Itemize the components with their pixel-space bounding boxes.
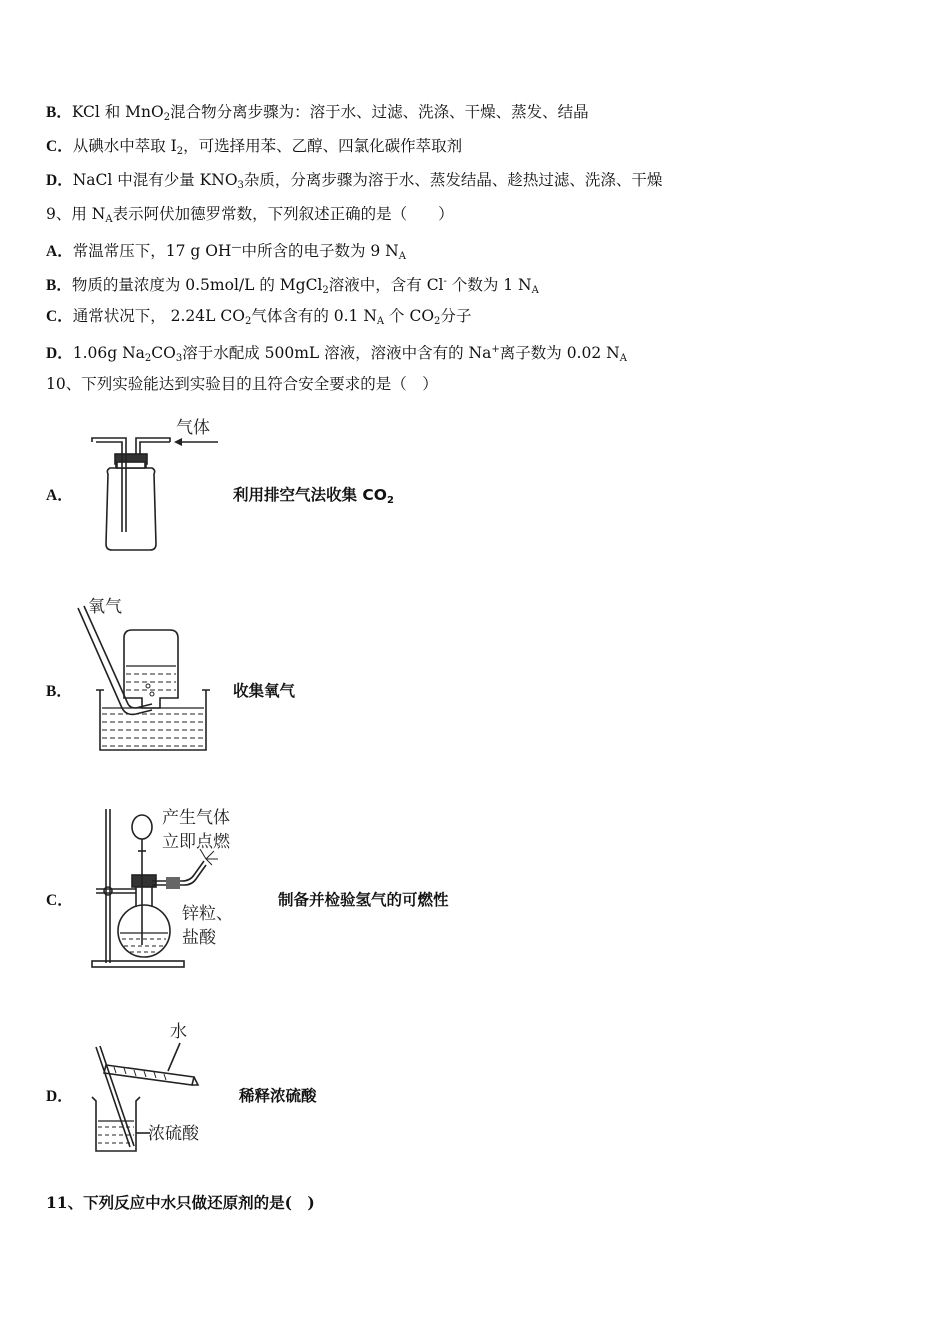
fig-c-label-2: 立即点燃: [162, 832, 230, 852]
q10-stem: 10、下列实验能达到实验目的且符合安全要求的是（ ）: [46, 375, 438, 393]
q10-option-b-letter: B．: [46, 683, 72, 700]
q10-option-b-text: 收集氧气: [233, 682, 296, 700]
q10-option-a-letter: A．: [46, 487, 73, 504]
q8-option-c: C．从碘水中萃取 $I_2$，可选择用苯、乙醇、四氯化碳作萃取剂: [46, 137, 463, 157]
q10-option-d-letter: D．: [46, 1088, 73, 1105]
fig-d-label-1: 水: [170, 1022, 187, 1042]
q11-stem: 11、下列反应中水只做还原剂的是( ): [46, 1193, 315, 1212]
q9-option-b: B．物质的量浓度为 0.5mol/L 的 MgCl$_2$溶液中，含有 Cl- 个数为 1 $N_A$: [46, 276, 539, 296]
q9-option-d: D．1.06g $Na_2CO_3$溶于水配成 500mL 溶液，溶液中含有的 Na+离子数为 0.02 $N_A$: [46, 344, 627, 364]
q10-option-c-text: 制备并检验氢气的可燃性: [278, 891, 449, 909]
dilution-figure: [84, 1015, 224, 1155]
q8-option-d: D．NaCl 中混有少量 $KNO_3$杂质，分离步骤为溶于水、蒸发结晶、趁热过滤、洗涤、干燥: [46, 171, 663, 191]
fig-a-label: 气体: [176, 418, 210, 438]
fig-d-label-2: 浓硫酸: [148, 1124, 199, 1144]
hydrogen-apparatus-figure: [86, 805, 256, 973]
q9-option-a: A．常温常压下，17 g OH—中所含的电子数为 9 $N_A$: [46, 242, 406, 262]
fig-c-label-3: 锌粒、: [182, 904, 233, 924]
q10-option-c-letter: C．: [46, 892, 73, 909]
q10-option-d-text: 稀释浓硫酸: [239, 1087, 317, 1105]
q10-option-a-text: 利用排空气法收集 $CO_2$: [233, 486, 394, 506]
water-trough-figure: [70, 590, 220, 755]
gas-bottle-figure: [86, 412, 226, 557]
q8-option-b: B．KCl 和 MnO$_2$混合物分离步骤为：溶于水、过滤、洗涤、干燥、蒸发、结晶: [46, 103, 589, 123]
fig-c-label-1: 产生气体: [162, 808, 230, 828]
fig-b-label: 氧气: [88, 597, 122, 617]
q9-stem: 9、用 $N_A$表示阿伏加德罗常数，下列叙述正确的是（ ）: [46, 205, 454, 225]
q9-option-c: C．通常状况下， 2.24L $CO_2$气体含有的 0.1 $N_A$ 个 $CO_2$分子: [46, 307, 472, 327]
fig-c-label-4: 盐酸: [182, 928, 216, 948]
